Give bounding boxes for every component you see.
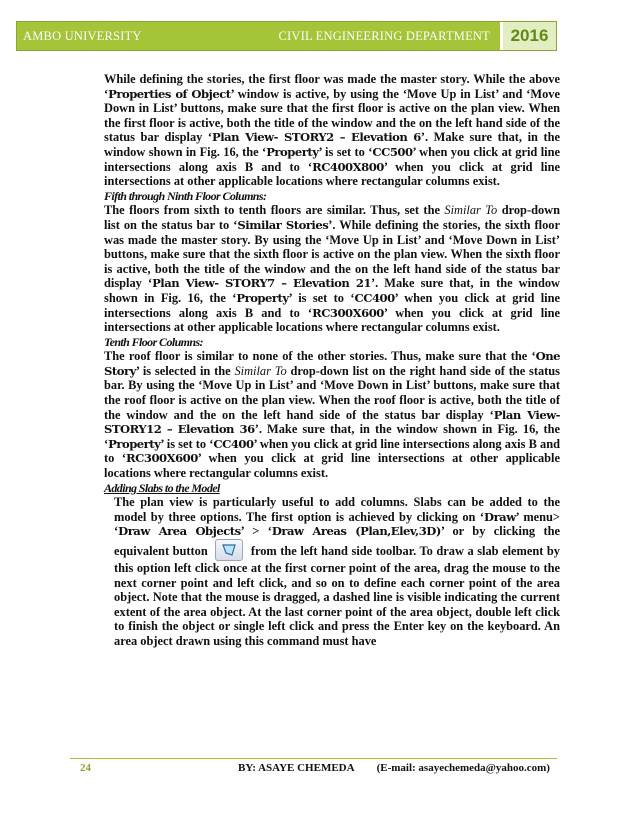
subheading-tenth: Tenth Floor Columns: xyxy=(104,334,203,349)
italic-term: Similar To xyxy=(234,363,287,378)
highlight-term: Properties of Object xyxy=(108,86,231,101)
page-header xyxy=(16,21,557,51)
highlight-term: CC400 xyxy=(354,290,395,305)
paragraph-sixth-floor: The floors from sixth to tenth floors are similar. Thus, set the Similar To drop-down list on the status bar to ‘Similar Stories’. While defining the stories, the sixth floor was made the master story. By using the ‘Move Up in List’ and ‘Move Down in List’ buttons, make sure that the sixth floor is active on the plan view. When the sixth floor is active, both the title of the window and the on the left hand side of the status bar display ‘Plan View- STORY7 – Elevation 21’. Make sure that, in the window shown in Fig. 16, the ‘Property’ is set to ‘CC400’ when you click at grid line intersections along axis B and to ‘RC300X600’ when you click at grid line intersections at other applicable locations where rectangular columns exist. xyxy=(104,203,560,335)
highlight-term: One Story xyxy=(104,349,560,378)
highlight-term: Plan View- STORY7 – Elevation 21 xyxy=(152,276,371,291)
paragraph-slabs: The plan view is particularly useful to add columns. Slabs can be added to the model by three options. The first option is achieved by clicking on ‘Draw’ menu> ‘Draw Area Objects’ > ‘Draw Areas (Plan,Elev,3D)’ or by clicking the equivalent button from the left hand side toolbar. To draw a slab element by this option left click once at the first corner point of the area, drag the mouse to the next corner point and left click, and so on to define each corner point of the area object. Note that the mouse is dragged, a dashed line is visible indicating the current extent of the area object. At the last corner point of the area object, double left click to finish the object or single left click and press the Enter key on the keyboard. An area object drawn using this command must have xyxy=(114,495,560,648)
highlight-term: Property xyxy=(108,436,161,451)
header-banner xyxy=(17,22,503,50)
page-number: 24 xyxy=(80,762,91,774)
subheading-fifth-ninth: Fifth through Ninth Floor Columns: xyxy=(104,188,267,203)
document-body xyxy=(104,72,560,649)
header-university: AMBO UNIVERSITY xyxy=(23,28,142,43)
section-heading-slabs: Adding Slabs to the Model xyxy=(104,480,220,495)
italic-term: Similar To xyxy=(444,203,498,218)
highlight-term: Draw xyxy=(484,509,516,524)
highlight-term: CC400 xyxy=(213,436,254,451)
highlight-term: RC400X800 xyxy=(312,159,384,174)
highlight-term: RC300X600 xyxy=(126,451,198,466)
footer-email: (E-mail: asayechemeda@yahoo.com) xyxy=(376,762,550,774)
page-footer xyxy=(70,758,557,777)
highlight-term: RC300X600 xyxy=(312,305,384,320)
highlight-term: Similar Stories xyxy=(237,217,329,232)
highlight-term: CC500 xyxy=(372,144,413,159)
highlight-term: Property xyxy=(266,144,319,159)
header-department: CIVIL ENGINEERING DEPARTMENT xyxy=(278,28,490,43)
footer-author: BY: ASAYE CHEMEDA xyxy=(238,762,355,774)
highlight-term: Property xyxy=(236,290,289,305)
highlight-term: Plan View- STORY2 – Elevation 6 xyxy=(212,130,421,145)
draw-area-icon xyxy=(215,539,243,561)
highlight-term: Plan View- STORY12 – Elevation 36 xyxy=(104,407,560,437)
highlight-term: Draw Area Objects xyxy=(118,524,241,539)
paragraph-roof-floor: The roof floor is similar to none of the other stories. Thus, make sure that the ‘One Story’ is selected in the Similar To drop-down list on the right hand side of the status bar. By using the ‘Move Up in List’ and ‘Move Down in List’ buttons, make sure that the roof floor is active on the plan view. When the roof floor is active, both the title of the window and the on the left hand side of the status bar display ‘Plan View- STORY12 – Elevation 36’. Make sure that, in the window shown in Fig. 16, the ‘Property’ is set to ‘CC400’ when you click at grid line intersections along axis B and to ‘RC300X600’ when you click at grid line intersections at other applicable locations where rectangular columns exist. xyxy=(104,349,561,481)
paragraph-first-floor: While defining the stories, the first floor was made the master story. While the above ‘Properties of Object’ window is active, by using the ‘Move Up in List’ and ‘Move Down in List’ buttons, make sure that the first floor is active on the plan view. When the first floor is active, both the title of the window and the on the left hand side of the status bar display ‘Plan View- STORY2 – Elevation 6’. Make sure that, in the window shown in Fig. 16, the ‘Property’ is set to ‘CC500’ when you click at grid line intersections along axis B and to ‘RC400X800’ when you click at grid line intersections at other applicable locations where rectangular columns exist. xyxy=(104,72,560,189)
highlight-term: Draw Areas (Plan,Elev,3D) xyxy=(271,524,441,539)
header-year: 2016 xyxy=(503,22,556,50)
